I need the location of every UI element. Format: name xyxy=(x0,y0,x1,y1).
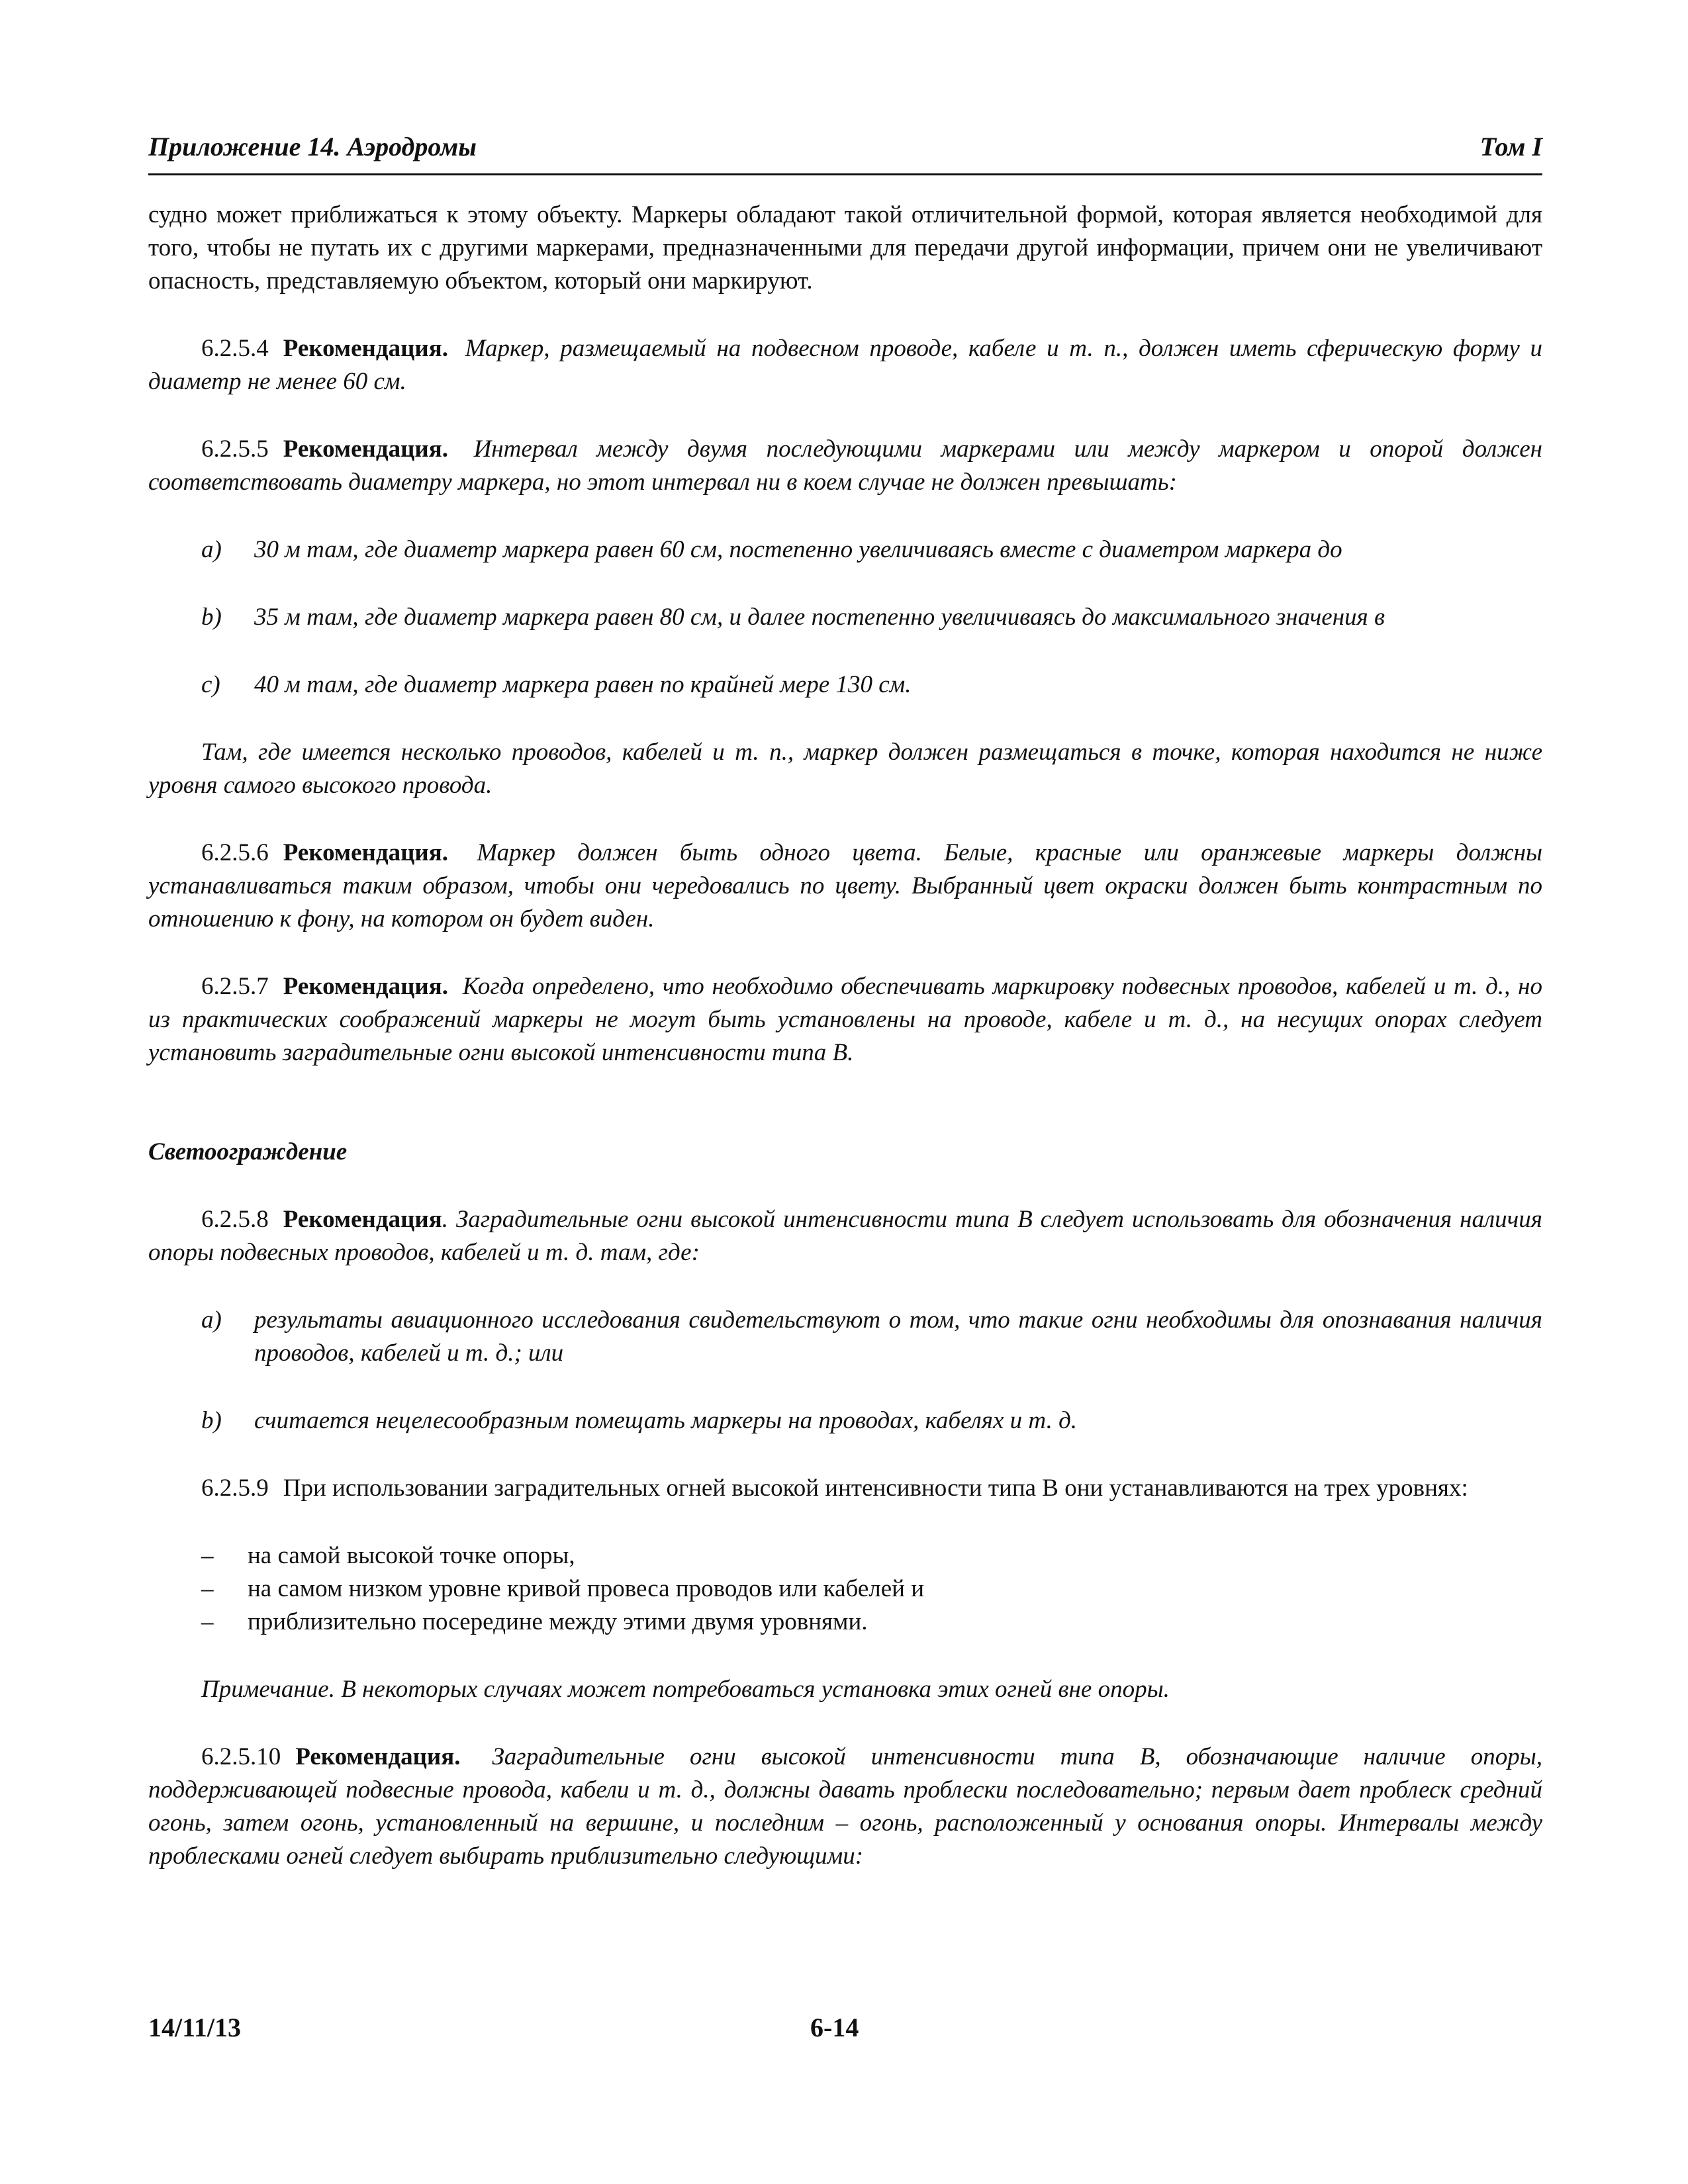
list-item-label: c) xyxy=(201,671,220,698)
dash-item-text: на самом низком уровне кривой провеса проводов или кабелей и xyxy=(248,1575,924,1602)
list-item-text: считается нецелесообразным помещать маркеры на проводах, кабелях и т. д. xyxy=(254,1407,1078,1434)
section-heading: Светоограждение xyxy=(148,1138,348,1165)
list-item xyxy=(148,1404,1542,1437)
dash-item-text: приблизительно посередине между этими двумя уровнями. xyxy=(248,1608,868,1635)
paragraph-text: Заградительные огни высокой интенсивности типа B, обозначающие наличие опоры, поддерживающей подвесные провода, кабели и т. д., должны давать проблески последовательно; первым дает проблеск средний огонь, затем огонь, установленный на вершине, и последним – огонь, расположенный у основания опоры. Интервалы между проблесками огней следует выбирать приблизительно следующими: xyxy=(148,1743,1543,1870)
paragraph-6-2-5-8 xyxy=(148,1203,1542,1269)
paragraph-6-2-5-4 xyxy=(148,332,1542,398)
dash-list-item xyxy=(148,1539,1542,1572)
document-body xyxy=(148,199,1542,1907)
paragraph-text: . Заградительные огни высокой интенсивности типа B следует использовать для обозначения наличия опоры подвесных проводов, кабелей и т. д. там, где: xyxy=(148,1206,1542,1266)
paragraph-6-2-5-9 xyxy=(148,1472,1542,1505)
recommendation-label: Рекомендация. xyxy=(283,973,448,1000)
list-item-label: b) xyxy=(201,604,222,631)
paragraph-number: 6.2.5.7 xyxy=(201,973,269,1000)
paragraph-text: Когда определено, что необходимо обеспечивать маркировку подвесных проводов, кабелей и т. д., но из практических соображений маркеры не могут быть установлены на проводе, кабеле и т. д., на несущих опорах следует установить заградительные огни высокой интенсивности типа B. xyxy=(148,973,1543,1066)
list-item-text: 30 м там, где диаметр маркера равен 60 см, постепенно увеличиваясь вместе с диаметром маркера до xyxy=(254,536,1342,563)
paragraph-number: 6.2.5.6 xyxy=(201,839,269,866)
page-number: 6-14 xyxy=(810,2013,859,2042)
header-title: Приложение 14. Аэродромы xyxy=(148,132,477,161)
page-header xyxy=(148,131,1542,163)
recommendation-label: Рекомендация. xyxy=(283,335,448,362)
paragraph-number: 6.2.5.4 xyxy=(201,335,269,362)
paragraph-text: Маркер, размещаемый на подвесном проводе, кабеле и т. п., должен иметь сферическую форму и диаметр не менее 60 см. xyxy=(148,335,1543,395)
list-item xyxy=(148,533,1542,567)
paragraph-6-2-5-10 xyxy=(148,1741,1542,1873)
paragraph-number: 6.2.5.10 xyxy=(201,1743,281,1770)
dash-marker: – xyxy=(201,1575,214,1602)
paragraph-6-2-5-5-continuation: Там, где имеется несколько проводов, кабелей и т. п., маркер должен размещаться в точке, которая находится не ниже уровня самого высокого провода. xyxy=(148,739,1542,799)
paragraph-number: 6.2.5.9 xyxy=(201,1475,269,1502)
recommendation-label: Рекомендация. xyxy=(283,435,448,463)
list-item-text: 35 м там, где диаметр маркера равен 80 см, и далее постепенно увеличиваясь до максимального значения в xyxy=(254,604,1385,631)
header-rule xyxy=(148,173,1542,175)
paragraph-number: 6.2.5.8 xyxy=(201,1206,269,1233)
intro-paragraph: судно может приближаться к этому объекту. Маркеры обладают такой отличительной формой, которая является необходимой для того, чтобы не путать их с другими маркерами, предназначенными для передачи другой информации, причем они не увеличивают опасность, представляемую объектом, который они маркируют. xyxy=(148,201,1542,295)
recommendation-label: Рекомендация. xyxy=(283,839,448,866)
paragraph-text: При использовании заградительных огней высокой интенсивности типа B они устанавливаются на трех уровнях: xyxy=(283,1475,1468,1502)
dash-list xyxy=(148,1539,1542,1639)
list-item xyxy=(148,668,1542,702)
list-item-label: b) xyxy=(201,1407,222,1434)
list-item-text: 40 м там, где диаметр маркера равен по крайней мере 130 см. xyxy=(254,671,912,698)
list-item xyxy=(148,601,1542,634)
dash-marker: – xyxy=(201,1542,214,1569)
dash-list-item xyxy=(148,1606,1542,1639)
paragraph-text: Интервал между двумя последующими маркерами или между маркером и опорой должен соответствовать диаметру маркера, но этот интервал ни в коем случае не должен превышать: xyxy=(148,435,1543,496)
dash-marker: – xyxy=(201,1608,214,1635)
paragraph-text: Маркер должен быть одного цвета. Белые, красные или оранжевые маркеры должны устанавливаться таким образом, чтобы они чередовались по цвету. Выбранный цвет окраски должен быть контрастным по отношению к фону, на котором он будет виден. xyxy=(148,839,1543,933)
list-item xyxy=(148,1304,1542,1370)
paragraph-6-2-5-6 xyxy=(148,837,1542,936)
dash-item-text: на самой высокой точке опоры, xyxy=(248,1542,575,1569)
note: Примечание. В некоторых случаях может потребоваться установка этих огней вне опоры. xyxy=(201,1676,1170,1703)
list-item-label: a) xyxy=(201,536,222,563)
header-volume: Том I xyxy=(1479,132,1542,161)
dash-list-item xyxy=(148,1572,1542,1606)
paragraph-6-2-5-7 xyxy=(148,970,1542,1069)
paragraph-number: 6.2.5.5 xyxy=(201,435,269,463)
paragraph-6-2-5-5 xyxy=(148,433,1542,499)
list-item-label: a) xyxy=(201,1306,222,1334)
list-item-text: результаты авиационного исследования свидетельствуют о том, что такие огни необходимы для опознавания наличия проводов, кабелей и т. д.; или xyxy=(254,1306,1542,1367)
footer-date: 14/11/13 xyxy=(148,2013,242,2042)
recommendation-label: Рекомендация xyxy=(283,1206,442,1233)
recommendation-label: Рекомендация. xyxy=(295,1743,461,1770)
